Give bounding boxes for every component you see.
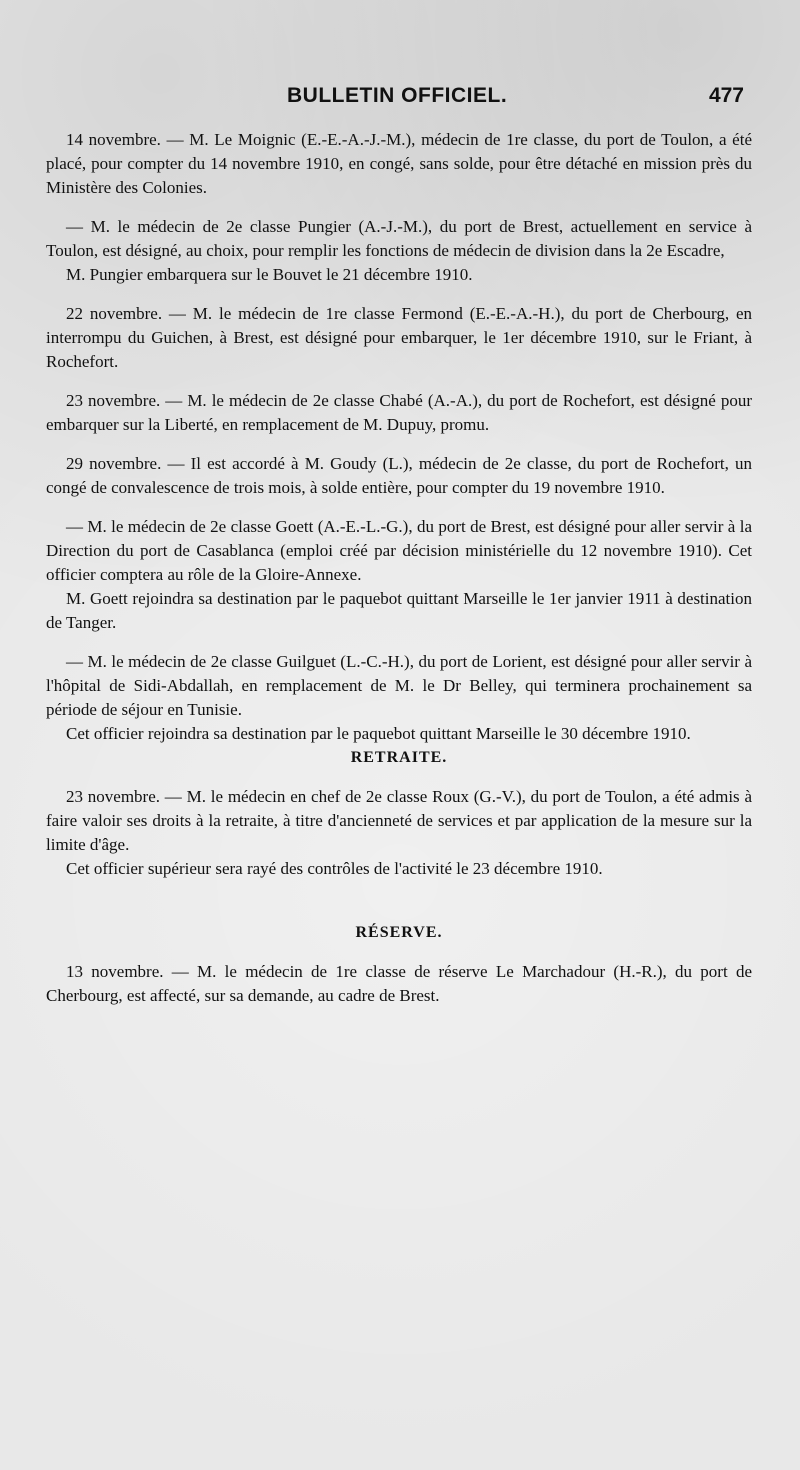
paragraph-pungier-embarquement: M. Pungier embarquera sur le Bouvet le 21 décembre 1910.	[66, 265, 473, 284]
paragraph-le-marchadour: 13 novembre. — M. le médecin de 1re classe de réserve Le Marchadour (H.-R.), du port de Cherbourg, est affecté, sur sa demande, au cadre de Brest.	[46, 962, 752, 1005]
section-title-reserve: RÉSERVE.	[355, 924, 443, 941]
paragraph-goett-destination: M. Goett rejoindra sa destination par le paquebot quittant Marseille le 1er janvier 1911 à destination de Tanger.	[46, 589, 752, 632]
paragraph-goudy: 29 novembre. — Il est accordé à M. Goudy (L.), médecin de 2e classe, du port de Rochefort, un congé de convalescence de trois mois, à solde entière, pour compter du 19 novembre 1910.	[46, 454, 752, 497]
paragraph-goett-designation: — M. le médecin de 2e classe Goett (A.-E.-L.-G.), du port de Brest, est désigné pour aller servir à la Direction du port de Casablanca (emploi créé par décision ministérielle du 12 novembre 1910). Cet officier comptera au rôle de la Gloire-Annexe.	[46, 517, 752, 584]
section-title-retraite: RETRAITE.	[350, 749, 448, 766]
paragraph-roux-radiation: Cet officier supérieur sera rayé des contrôles de l'activité le 23 décembre 1910.	[66, 859, 603, 878]
page-number: 477	[708, 84, 744, 107]
paragraph-guilguet-destination: Cet officier rejoindra sa destination par le paquebot quittant Marseille le 30 décembre 1910.	[66, 724, 691, 743]
paragraph-pungier-designation: — M. le médecin de 2e classe Pungier (A.-J.-M.), du port de Brest, actuellement en service à Toulon, est désigné, au choix, pour remplir les fonctions de médecin de division dans la 2e Escadre,	[46, 217, 752, 260]
page-header	[0, 82, 800, 116]
page-body	[46, 128, 752, 1008]
paragraph-fermond: 22 novembre. — M. le médecin de 1re classe Fermond (E.-E.-A.-H.), du port de Cherbourg, en interrompu du Guichen, à Brest, est désigné pour embarquer, le 1er décembre 1910, sur le Friant, à Rochefort.	[46, 304, 752, 371]
paragraph-chabe: 23 novembre. — M. le médecin de 2e classe Chabé (A.-A.), du port de Rochefort, est désigné pour embarquer sur la Liberté, en remplacement de M. Dupuy, promu.	[46, 391, 752, 434]
running-title: BULLETIN OFFICIEL.	[287, 84, 508, 107]
paragraph-roux-retraite: 23 novembre. — M. le médecin en chef de 2e classe Roux (G.-V.), du port de Toulon, a été admis à faire valoir ses droits à la retraite, à titre d'ancienneté de services et par application de la mesure sur la limite d'âge.	[46, 787, 752, 854]
paragraph-guilguet-designation: — M. le médecin de 2e classe Guilguet (L.-C.-H.), du port de Lorient, est désigné pour aller servir à l'hôpital de Sidi-Abdallah, en remplacement de M. le Dr Belley, qui terminera prochainement sa période de séjour en Tunisie.	[46, 652, 752, 719]
paragraph-le-moignic: 14 novembre. — M. Le Moignic (E.-E.-A.-J.-M.), médecin de 1re classe, du port de Toulon, a été placé, pour compter du 14 novembre 1910, en congé, sans solde, pour être détaché en mission près du Ministère des Colonies.	[46, 130, 752, 197]
